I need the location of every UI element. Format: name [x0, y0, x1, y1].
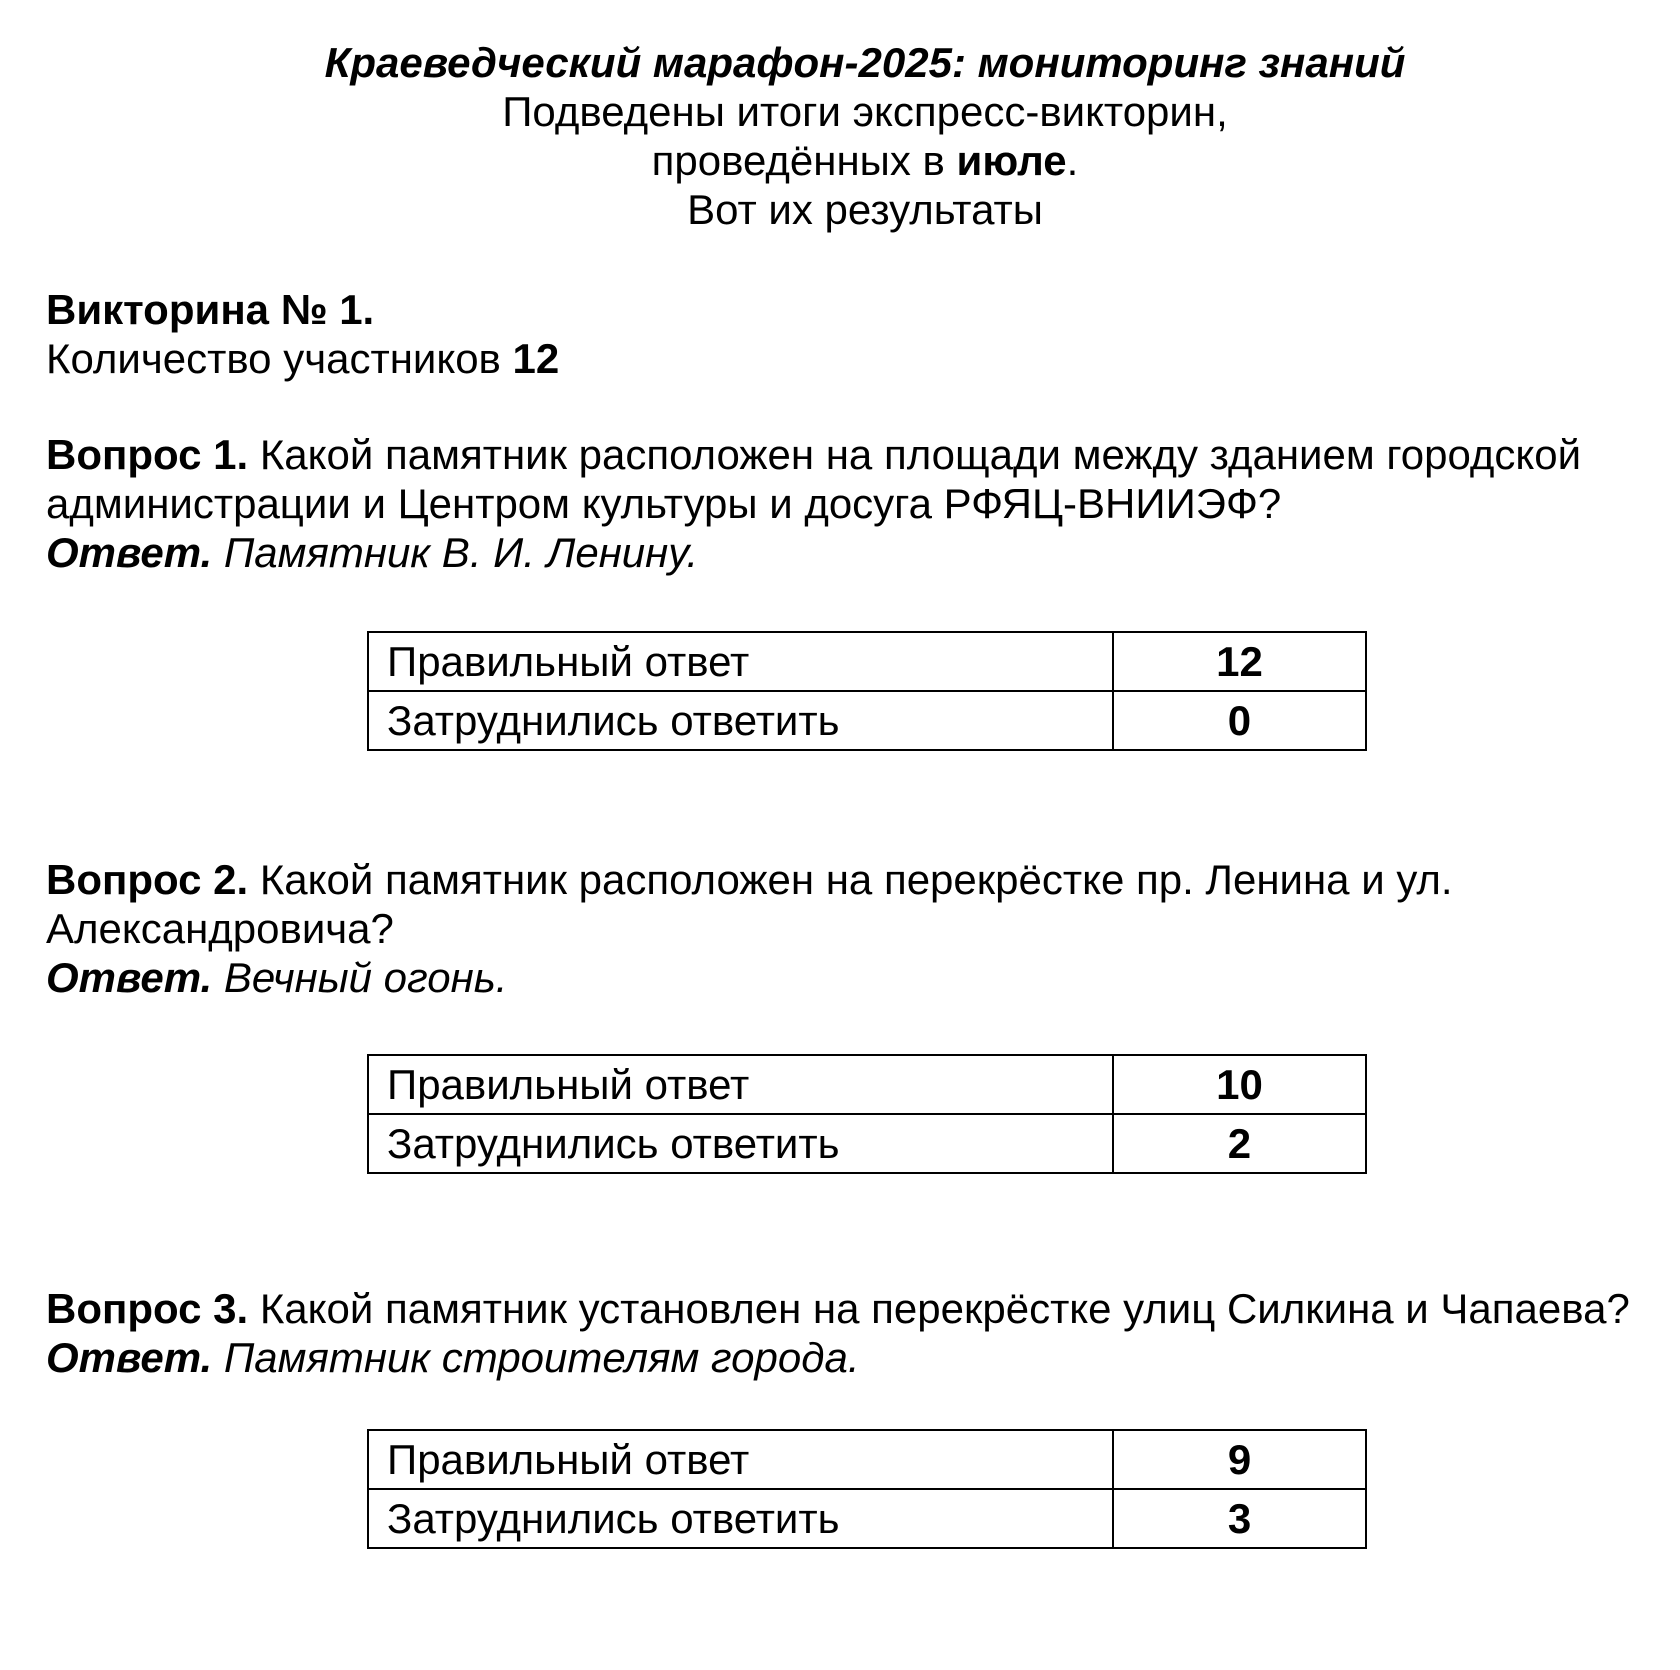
- question-1-text-1: Какой памятник расположен на площади между зданием городской: [248, 431, 1582, 478]
- question-2-line-2: Александровича?: [46, 905, 394, 952]
- question-1-results-table: [367, 631, 1367, 751]
- question-2-text-1: Какой памятник расположен на перекрёстке пр. Ленина и ул.: [248, 856, 1453, 903]
- participants-count: 12: [512, 335, 560, 382]
- result-label: Правильный ответ: [368, 1430, 1113, 1489]
- table-row: [368, 1114, 1366, 1173]
- quiz-title: Викторина № 1.: [46, 286, 375, 333]
- header-line-1: Подведены итоги экспресс-викторин,: [502, 88, 1228, 135]
- question-2-answer-text: Вечный огонь.: [212, 954, 508, 1001]
- header-line-2-start: проведённых в: [651, 137, 957, 184]
- result-label: Затруднились ответить: [368, 1114, 1113, 1173]
- question-2-answer-label: Ответ.: [46, 954, 213, 1001]
- result-value: 12: [1113, 632, 1366, 691]
- question-1: [46, 430, 1666, 577]
- table-row: [368, 1489, 1366, 1548]
- result-label: Правильный ответ: [368, 1055, 1113, 1114]
- quiz-info: [46, 285, 1666, 383]
- result-value: 9: [1113, 1430, 1366, 1489]
- question-1-answer: [46, 528, 1666, 577]
- participants-label: Количество участников: [46, 335, 513, 382]
- question-3-answer-text: Памятник строителям города.: [212, 1334, 860, 1381]
- question-2-label: Вопрос 2.: [46, 856, 249, 903]
- question-1-label: Вопрос 1.: [46, 431, 249, 478]
- result-value: 3: [1113, 1489, 1366, 1548]
- result-value: 0: [1113, 691, 1366, 750]
- table-row: [368, 1430, 1366, 1489]
- result-label: Затруднились ответить: [368, 691, 1113, 750]
- question-1-answer-text: Памятник В. И. Ленину.: [212, 529, 699, 576]
- result-value: 2: [1113, 1114, 1366, 1173]
- question-3-text-1: Какой памятник установлен на перекрёстке улиц Силкина и Чапаева?: [248, 1285, 1630, 1332]
- question-2: [46, 855, 1666, 1002]
- question-3-answer: [46, 1333, 1666, 1382]
- question-3-results-table: [367, 1429, 1367, 1549]
- question-1-answer-label: Ответ.: [46, 529, 213, 576]
- header-line-2: [0, 136, 1680, 185]
- header-month: июле: [956, 137, 1067, 184]
- question-3-answer-label: Ответ.: [46, 1334, 213, 1381]
- document-header: [0, 38, 1680, 234]
- table-row: [368, 1055, 1366, 1114]
- table-row: [368, 691, 1366, 750]
- question-1-line-1: [46, 430, 1666, 479]
- question-2-answer: [46, 953, 1666, 1002]
- result-value: 10: [1113, 1055, 1366, 1114]
- header-line-2-end: .: [1066, 137, 1079, 184]
- question-2-results-table: [367, 1054, 1367, 1174]
- question-3: [46, 1284, 1666, 1382]
- table-row: [368, 632, 1366, 691]
- document-title: Краеведческий марафон-2025: мониторинг знаний: [324, 39, 1406, 86]
- participants-line: [46, 334, 1666, 383]
- question-3-line-1: [46, 1284, 1666, 1333]
- question-2-line-1: [46, 855, 1666, 904]
- header-line-3: Вот их результаты: [687, 186, 1043, 233]
- question-3-label: Вопрос 3.: [46, 1285, 249, 1332]
- result-label: Правильный ответ: [368, 632, 1113, 691]
- result-label: Затруднились ответить: [368, 1489, 1113, 1548]
- question-1-line-2: администрации и Центром культуры и досуга РФЯЦ-ВНИИЭФ?: [46, 480, 1282, 527]
